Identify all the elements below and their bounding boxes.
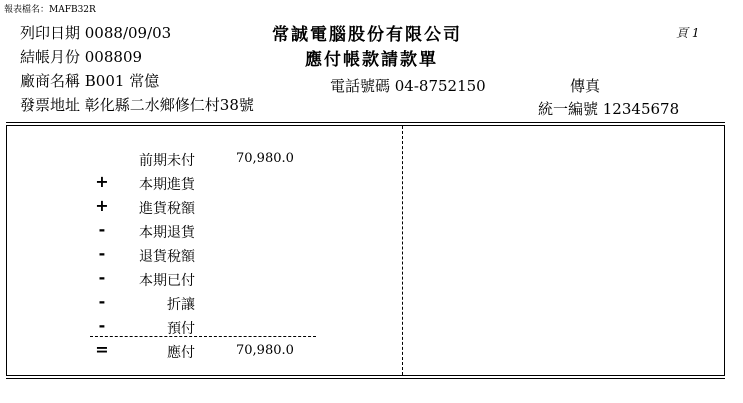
row-label: 進貨稅額	[139, 201, 195, 217]
row-value: 70,980.0	[236, 343, 294, 358]
row-symbol: +	[95, 196, 109, 215]
row-symbol: -	[98, 292, 106, 311]
bottom-rule	[6, 375, 725, 376]
page-number: 頁 1	[676, 26, 700, 40]
top-rule	[6, 122, 725, 123]
right-border	[724, 126, 725, 375]
total-underline	[90, 336, 316, 337]
row-label: 預付	[167, 321, 195, 337]
tax-id: 統一編號 12345678	[538, 100, 680, 118]
row-label: 本期進貨	[139, 177, 195, 193]
document-title: 應付帳款請款單	[305, 50, 438, 70]
center-divider	[402, 126, 403, 375]
row-label: 應付	[167, 345, 195, 361]
vendor-name: 廠商名稱 B001 常億	[20, 72, 160, 90]
row-symbol: -	[98, 244, 106, 263]
row-symbol: -	[98, 220, 106, 239]
phone-number: 電話號碼 04-8752150	[330, 77, 486, 95]
fax-label: 傳真	[570, 77, 601, 95]
print-date: 列印日期 0088/09/03	[20, 24, 172, 42]
bottom-rule-double	[6, 378, 725, 379]
company-name: 常誠電腦股份有限公司	[272, 25, 462, 45]
row-label: 本期退貨	[139, 225, 195, 241]
row-value: 70,980.0	[236, 151, 294, 166]
row-symbol: +	[95, 172, 109, 191]
row-label: 本期已付	[139, 273, 195, 289]
invoice-address: 發票地址 彰化縣二水鄉修仁村38號	[20, 96, 254, 114]
row-label: 退貨稅額	[139, 249, 195, 265]
row-symbol: -	[98, 268, 106, 287]
report-file-name: 報表檔名：MAFB32R	[4, 5, 96, 15]
left-border	[6, 126, 7, 375]
row-label: 前期未付	[139, 153, 195, 169]
top-rule-double	[6, 125, 725, 126]
row-symbol: =	[95, 340, 109, 359]
account-month: 結帳月份 008809	[20, 48, 143, 66]
row-symbol: -	[98, 316, 106, 335]
row-label: 折讓	[167, 297, 195, 313]
